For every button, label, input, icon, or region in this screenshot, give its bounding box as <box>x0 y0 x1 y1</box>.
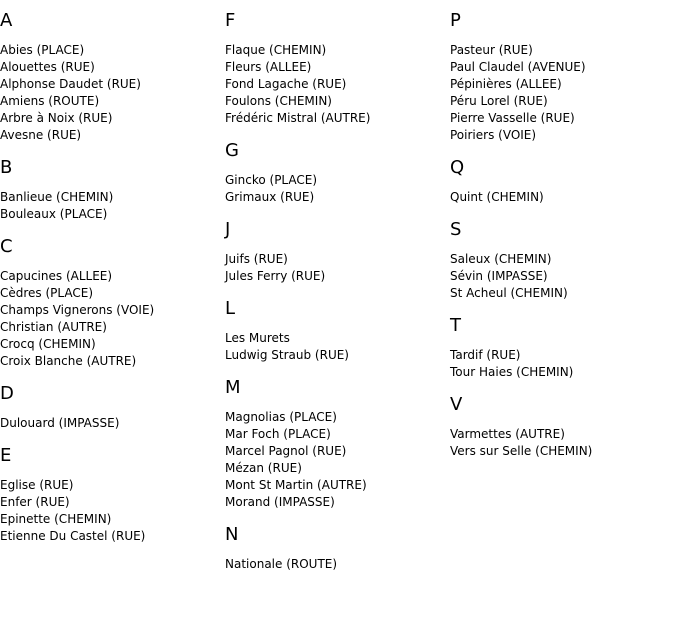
street-link[interactable]: Enfer (RUE) <box>0 495 70 509</box>
letter-heading: T <box>450 315 461 336</box>
street-link[interactable]: Champs Vignerons (VOIE) <box>0 303 155 317</box>
street-list <box>450 189 670 206</box>
street-link[interactable]: Marcel Pagnol (RUE) <box>225 444 347 458</box>
street-link[interactable]: Grimaux (RUE) <box>225 190 315 204</box>
letter-heading: F <box>225 10 236 31</box>
letter-group <box>450 218 670 302</box>
street-link[interactable]: Gincko (PLACE) <box>225 173 318 187</box>
street-link[interactable]: Abies (PLACE) <box>0 43 85 57</box>
street-link[interactable]: Alouettes (RUE) <box>0 60 95 74</box>
street-link[interactable]: Amiens (ROUTE) <box>0 94 100 108</box>
street-link[interactable]: Capucines (ALLEE) <box>0 269 113 283</box>
letter-heading: P <box>450 10 461 31</box>
street-link[interactable]: Jules Ferry (RUE) <box>225 269 326 283</box>
street-link[interactable]: Vers sur Selle (CHEMIN) <box>450 444 593 458</box>
street-link[interactable]: Arbre à Noix (RUE) <box>0 111 113 125</box>
letter-heading: E <box>0 445 12 466</box>
street-link[interactable]: Alphonse Daudet (RUE) <box>0 77 141 91</box>
street-list <box>0 415 220 432</box>
letter-heading: D <box>0 383 14 404</box>
index-column <box>450 9 670 472</box>
street-link[interactable]: Ludwig Straub (RUE) <box>225 348 349 362</box>
street-link[interactable]: Mont St Martin (AUTRE) <box>225 478 367 492</box>
street-list <box>0 477 220 545</box>
street-link[interactable]: Epinette (CHEMIN) <box>0 512 112 526</box>
letter-heading: B <box>0 157 13 178</box>
street-list <box>450 347 670 381</box>
street-link[interactable]: Banlieue (CHEMIN) <box>0 190 114 204</box>
street-link[interactable]: Fleurs (ALLEE) <box>225 60 312 74</box>
letter-heading: N <box>225 524 239 545</box>
street-link[interactable]: Tardif (RUE) <box>450 348 521 362</box>
street-link[interactable]: Pierre Vasselle (RUE) <box>450 111 575 125</box>
street-link[interactable]: Mézan (RUE) <box>225 461 302 475</box>
street-link[interactable]: Tour Haies (CHEMIN) <box>450 365 574 379</box>
street-link[interactable]: Flaque (CHEMIN) <box>225 43 327 57</box>
street-list <box>225 42 445 127</box>
street-link[interactable]: Saleux (CHEMIN) <box>450 252 552 266</box>
street-link[interactable]: Juifs (RUE) <box>225 252 288 266</box>
street-list <box>225 172 445 206</box>
letter-heading: G <box>225 140 239 161</box>
letter-group <box>225 376 445 511</box>
letter-group <box>225 523 445 573</box>
letter-group <box>0 444 220 545</box>
street-link[interactable]: Poiriers (VOIE) <box>450 128 537 142</box>
street-link[interactable]: Nationale (ROUTE) <box>225 557 338 571</box>
street-link[interactable]: Cèdres (PLACE) <box>0 286 94 300</box>
street-list <box>225 251 445 285</box>
street-list <box>225 556 445 573</box>
letter-heading: J <box>225 219 231 240</box>
street-link[interactable]: Bouleaux (PLACE) <box>0 207 108 221</box>
street-link[interactable]: Mar Foch (PLACE) <box>225 427 331 441</box>
street-link[interactable]: Les Murets <box>225 331 290 345</box>
letter-heading: Q <box>450 157 465 178</box>
letter-group <box>450 156 670 206</box>
letter-heading: S <box>450 219 462 240</box>
street-link[interactable]: Varmettes (AUTRE) <box>450 427 565 441</box>
street-link[interactable]: Foulons (CHEMIN) <box>225 94 332 108</box>
index-column <box>225 9 445 585</box>
street-link[interactable]: Etienne Du Castel (RUE) <box>0 529 146 543</box>
street-list <box>225 330 445 364</box>
letter-group <box>225 139 445 206</box>
street-list <box>450 426 670 460</box>
letter-group <box>0 156 220 223</box>
street-list <box>0 189 220 223</box>
street-link[interactable]: Quint (CHEMIN) <box>450 190 544 204</box>
letter-heading: V <box>450 394 463 415</box>
street-list <box>225 409 445 511</box>
letter-heading: L <box>225 298 236 319</box>
letter-group <box>225 297 445 364</box>
letter-group <box>450 314 670 381</box>
letter-group <box>450 393 670 460</box>
letter-heading: C <box>0 236 13 257</box>
street-link[interactable]: Dulouard (IMPASSE) <box>0 416 120 430</box>
letter-heading: M <box>225 377 241 398</box>
letter-heading: A <box>0 10 13 31</box>
letter-group <box>0 235 220 370</box>
street-link[interactable]: St Acheul (CHEMIN) <box>450 286 568 300</box>
street-list <box>450 251 670 302</box>
index-column <box>0 9 220 557</box>
street-link[interactable]: Magnolias (PLACE) <box>225 410 337 424</box>
street-link[interactable]: Pasteur (RUE) <box>450 43 533 57</box>
street-link[interactable]: Frédéric Mistral (AUTRE) <box>225 111 371 125</box>
street-link[interactable]: Morand (IMPASSE) <box>225 495 335 509</box>
street-link[interactable]: Paul Claudel (AVENUE) <box>450 60 586 74</box>
street-link[interactable]: Péru Lorel (RUE) <box>450 94 548 108</box>
letter-group <box>225 9 445 127</box>
letter-group <box>0 9 220 144</box>
letter-group <box>450 9 670 144</box>
street-link[interactable]: Pépinières (ALLEE) <box>450 77 562 91</box>
letter-group <box>0 382 220 432</box>
street-link[interactable]: Sévin (IMPASSE) <box>450 269 548 283</box>
street-link[interactable]: Christian (AUTRE) <box>0 320 107 334</box>
street-link[interactable]: Fond Lagache (RUE) <box>225 77 347 91</box>
letter-group <box>225 218 445 285</box>
street-list <box>450 42 670 144</box>
street-link[interactable]: Avesne (RUE) <box>0 128 82 142</box>
street-link[interactable]: Croix Blanche (AUTRE) <box>0 354 137 368</box>
street-list <box>0 42 220 144</box>
street-link[interactable]: Crocq (CHEMIN) <box>0 337 96 351</box>
street-link[interactable]: Eglise (RUE) <box>0 478 74 492</box>
street-list <box>0 268 220 370</box>
